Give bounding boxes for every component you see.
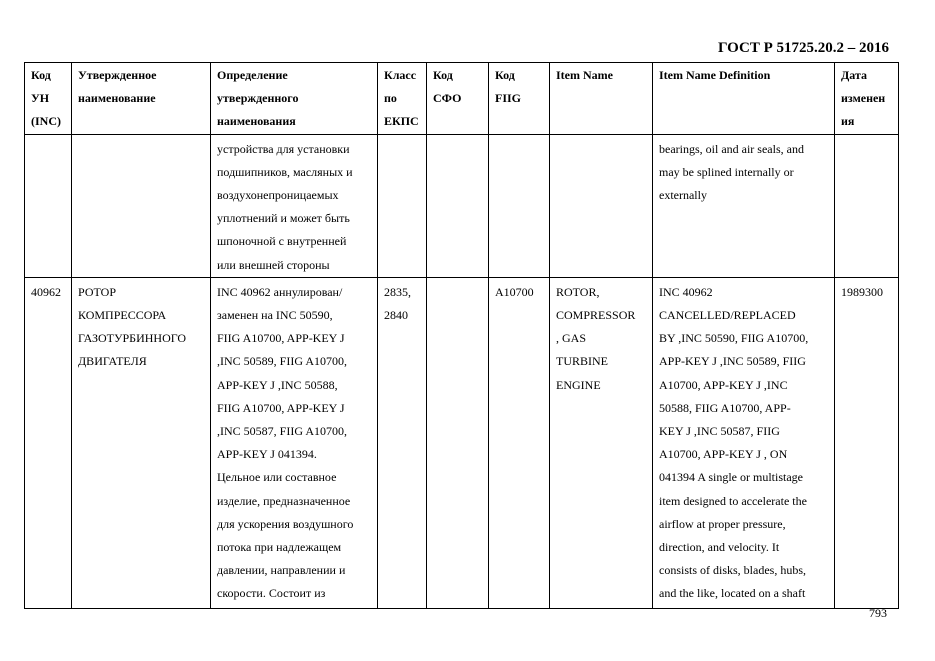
cell-item-name-definition bbox=[653, 134, 835, 277]
cell-line: шпоночной с внутренней bbox=[217, 234, 347, 249]
cell-line: KEY J ,INC 50587, FIIG bbox=[659, 424, 780, 439]
column-header-sfo-code bbox=[427, 63, 489, 135]
cell-inc-code bbox=[25, 277, 72, 608]
cell-line: скорости. Состоит из bbox=[217, 586, 326, 601]
column-header-line: изменен bbox=[841, 91, 886, 106]
cell-line: externally bbox=[659, 188, 707, 203]
column-header-line: Item Name Definition bbox=[659, 68, 771, 82]
nomenclature-table bbox=[24, 62, 899, 609]
column-header-line: Item Name bbox=[556, 68, 613, 82]
column-header-line: Утвержденное bbox=[78, 68, 157, 82]
cell-line: уплотнений и может быть bbox=[217, 211, 350, 226]
cell-line: ROTOR, bbox=[556, 284, 600, 299]
standard-header: ГОСТ Р 51725.20.2 – 2016 bbox=[717, 40, 889, 56]
cell-line: потока при надлежащем bbox=[217, 540, 342, 555]
cell-line: INC 40962 аннулирован/ bbox=[217, 284, 343, 299]
column-header-line: FIIG bbox=[495, 91, 522, 106]
cell-line: КОМПРЕССОРА bbox=[78, 308, 167, 323]
column-header-name-definition bbox=[211, 63, 378, 135]
cell-ekps-class bbox=[378, 134, 427, 277]
cell-line: airflow at proper pressure, bbox=[659, 516, 786, 531]
cell-line: изделие, предназначенное bbox=[217, 493, 351, 508]
column-header-line: Класс bbox=[384, 68, 417, 82]
cell-line: ГАЗОТУРБИННОГО bbox=[78, 331, 187, 346]
cell-item-name bbox=[550, 134, 653, 277]
cell-name-definition bbox=[211, 277, 378, 608]
cell-approved-name bbox=[72, 277, 211, 608]
cell-line: для ускорения воздушного bbox=[217, 516, 354, 531]
cell-line: direction, and velocity. It bbox=[659, 540, 780, 555]
cell-line: 1989300 bbox=[841, 284, 883, 299]
column-header-fiig-code bbox=[489, 63, 550, 135]
cell-line: 041394 A single or multistage bbox=[659, 470, 803, 485]
cell-item-name-definition bbox=[653, 277, 835, 608]
table-row bbox=[25, 134, 899, 277]
cell-line: A10700, APP-KEY J , ON bbox=[659, 447, 788, 462]
cell-line: устройства для установки bbox=[217, 141, 350, 156]
column-header-line: Код bbox=[31, 68, 51, 82]
cell-line: 40962 bbox=[31, 284, 61, 299]
column-header-change-date bbox=[835, 63, 899, 135]
cell-item-name bbox=[550, 277, 653, 608]
column-header-line: ия bbox=[841, 114, 855, 129]
cell-line: подшипников, масляных и bbox=[217, 164, 353, 179]
cell-line: ENGINE bbox=[556, 377, 601, 392]
column-header-line: по bbox=[384, 91, 397, 106]
column-header-line: ЕКПС bbox=[384, 114, 419, 129]
cell-line: , GAS bbox=[556, 331, 587, 346]
cell-line: 2840 bbox=[384, 308, 408, 323]
column-header-ekps-class bbox=[378, 63, 427, 135]
cell-line: ,INC 50587, FIIG A10700, bbox=[217, 424, 348, 439]
cell-line: или внешней стороны bbox=[217, 257, 330, 272]
cell-line: APP-KEY J 041394. bbox=[217, 447, 317, 462]
cell-line: bearings, oil and air seals, and bbox=[659, 141, 804, 156]
cell-sfo-code bbox=[427, 277, 489, 608]
cell-approved-name bbox=[72, 134, 211, 277]
cell-fiig-code bbox=[489, 134, 550, 277]
table-header-row bbox=[25, 63, 899, 135]
column-header-line: УН bbox=[31, 91, 50, 106]
column-header-line: (INC) bbox=[31, 114, 61, 129]
cell-line: item designed to accelerate the bbox=[659, 493, 807, 508]
column-header-approved-name bbox=[72, 63, 211, 135]
table-row bbox=[25, 277, 899, 608]
cell-line: consists of disks, blades, hubs, bbox=[659, 563, 806, 578]
cell-line: APP-KEY J ,INC 50589, FIIG bbox=[659, 354, 806, 369]
cell-line: BY ,INC 50590, FIIG A10700, bbox=[659, 331, 809, 346]
cell-line: may be splined internally or bbox=[659, 164, 794, 179]
cell-change-date bbox=[835, 134, 899, 277]
cell-line: РОТОР bbox=[78, 284, 116, 299]
cell-fiig-code bbox=[489, 277, 550, 608]
cell-line: CANCELLED/REPLACED bbox=[659, 308, 796, 323]
column-header-line: Код bbox=[433, 68, 453, 82]
column-header-line: Дата bbox=[841, 68, 867, 82]
column-header-line: Код bbox=[495, 68, 515, 82]
cell-line: FIIG A10700, APP-KEY J bbox=[217, 331, 345, 346]
cell-line: ДВИГАТЕЛЯ bbox=[78, 354, 147, 369]
cell-line: A10700 bbox=[495, 284, 534, 299]
cell-line: A10700, APP-KEY J ,INC bbox=[659, 377, 788, 392]
column-header-line: СФО bbox=[433, 91, 462, 106]
column-header-line: Определение bbox=[217, 68, 288, 82]
column-header-item-name-definition bbox=[653, 63, 835, 135]
cell-line: APP-KEY J ,INC 50588, bbox=[217, 377, 338, 392]
cell-sfo-code bbox=[427, 134, 489, 277]
cell-line: давлении, направлении и bbox=[217, 563, 346, 578]
cell-line: воздухонепроницаемых bbox=[217, 188, 339, 203]
cell-ekps-class bbox=[378, 277, 427, 608]
column-header-line: наименование bbox=[78, 91, 156, 106]
column-header-line: наименования bbox=[217, 114, 296, 129]
cell-line: заменен на INC 50590, bbox=[217, 308, 333, 323]
cell-inc-code bbox=[25, 134, 72, 277]
cell-line: COMPRESSOR bbox=[556, 308, 636, 323]
cell-line: ,INC 50589, FIIG A10700, bbox=[217, 354, 348, 369]
cell-line: and the like, located on a shaft bbox=[659, 586, 806, 601]
cell-line: TURBINE bbox=[556, 354, 608, 369]
cell-line: FIIG A10700, APP-KEY J bbox=[217, 400, 345, 415]
cell-line: INC 40962 bbox=[659, 284, 713, 299]
column-header-line: утвержденного bbox=[217, 91, 299, 106]
cell-name-definition bbox=[211, 134, 378, 277]
column-header-inc-code bbox=[25, 63, 72, 135]
cell-line: Цельное или составное bbox=[217, 470, 337, 485]
cell-line: 50588, FIIG A10700, APP- bbox=[659, 400, 791, 415]
page-number: 793 bbox=[869, 606, 887, 620]
cell-change-date bbox=[835, 277, 899, 608]
cell-line: 2835, bbox=[384, 284, 411, 299]
column-header-item-name bbox=[550, 63, 653, 135]
